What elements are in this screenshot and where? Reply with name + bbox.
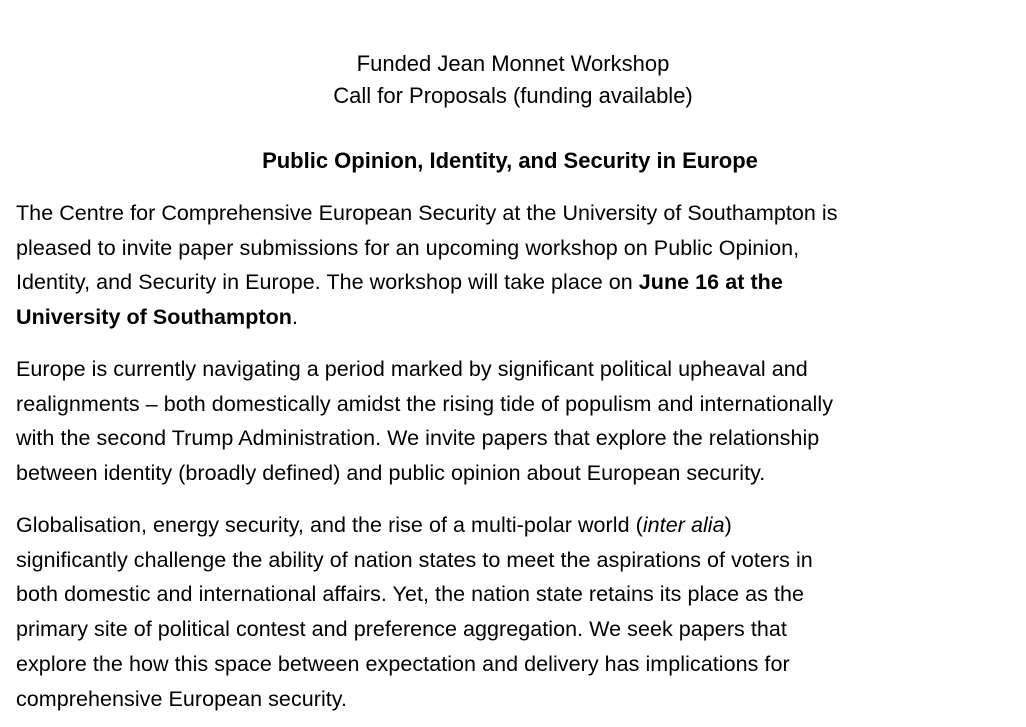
document-title: Public Opinion, Identity, and Security in Europe xyxy=(262,148,758,173)
event-date-emphasis: June 16 at the xyxy=(638,270,783,295)
text-line: The Centre for Comprehensive European Security at the University of Southampton is xyxy=(16,201,838,225)
text-line: realignments – both domestically amidst the rising tide of populism and internationally xyxy=(16,391,834,416)
text-line: primary site of political contest and preference aggregation. We seek papers that xyxy=(16,617,787,642)
paragraph-intro xyxy=(16,196,1006,335)
workshop-heading: Funded Jean Monnet Workshop xyxy=(356,51,670,76)
text-line: comprehensive European security. xyxy=(16,686,348,711)
text-line xyxy=(16,265,1006,300)
text-run: Globalisation, energy security, and the rise of a multi-polar world ( xyxy=(16,513,643,537)
paragraph-themes xyxy=(16,508,1006,716)
paragraph-context xyxy=(16,352,1006,491)
text-line: pleased to invite paper submissions for an upcoming workshop on Public Opinion, xyxy=(16,235,800,260)
text-line: both domestic and international affairs. Yet, the nation state retains its place as the xyxy=(16,582,805,607)
text-run: Identity, and Security in Europe. The workshop will take place on xyxy=(16,270,639,295)
text-line xyxy=(16,508,1006,543)
text-line: with the second Trump Administration. We invite papers that explore the relationship xyxy=(16,426,820,451)
text-line: explore the how this space between expectation and delivery has implications for xyxy=(16,651,790,676)
text-run: ) xyxy=(724,513,732,537)
call-for-proposals-heading: Call for Proposals (funding available) xyxy=(333,83,693,108)
text-run: . xyxy=(291,305,299,330)
italic-term: inter alia xyxy=(642,513,725,537)
text-line: Europe is currently navigating a period marked by significant political upheaval and xyxy=(16,357,808,381)
text-line: significantly challenge the ability of nation states to meet the aspirations of voters in xyxy=(16,547,813,572)
event-venue-emphasis: University of Southampton xyxy=(16,305,292,330)
text-line: between identity (broadly defined) and public opinion about European security. xyxy=(16,461,766,486)
text-line xyxy=(16,300,1006,335)
